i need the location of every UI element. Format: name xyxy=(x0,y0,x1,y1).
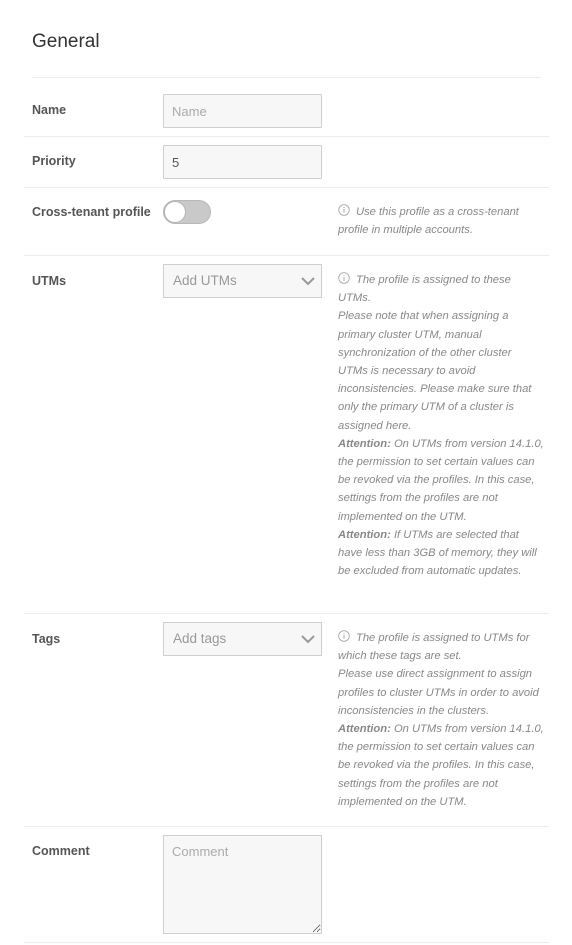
utms-attention-label-2: Attention: xyxy=(338,528,391,541)
name-row xyxy=(24,78,549,137)
name-input[interactable] xyxy=(163,94,322,128)
utms-label: UTMs xyxy=(32,274,67,288)
tags-label: Tags xyxy=(32,632,61,646)
tags-select-placeholder: Add tags xyxy=(173,631,227,646)
section-title: General xyxy=(32,31,100,52)
tags-row xyxy=(24,614,549,827)
comment-row xyxy=(24,827,549,943)
tags-help-intro: The profile is assigned to UTMs for which these tags are set. xyxy=(338,632,530,663)
utms-attention-text-1: On UTMs from version 14.1.0, the permission to set certain values can be revoked via the profiles. In this case, settings from the profiles are not implemented on the UTM. xyxy=(338,437,544,523)
priority-input[interactable] xyxy=(163,145,322,179)
cross-tenant-label: Cross-tenant profile xyxy=(32,205,151,219)
toggle-knob xyxy=(164,201,186,223)
chevron-down-icon xyxy=(301,274,315,288)
comment-textarea[interactable] xyxy=(163,835,322,934)
utms-help xyxy=(338,271,544,580)
chevron-down-icon xyxy=(301,632,315,646)
utms-select[interactable] xyxy=(163,264,322,298)
utms-attention-text-2: If UTMs are selected that have less than 3GB of memory, they will be excluded from automatic updates. xyxy=(338,528,537,578)
priority-row xyxy=(24,137,549,188)
utms-attention-label-1: Attention: xyxy=(338,437,391,450)
cross-tenant-toggle[interactable] xyxy=(163,200,211,224)
cross-tenant-row xyxy=(24,188,549,256)
info-circle-icon xyxy=(338,204,350,216)
tags-help xyxy=(338,629,544,811)
tags-attention-text: On UTMs from version 14.1.0, the permission to set certain values can be revoked via the profiles. In this case, settings from the profiles are not implemented on the UTM. xyxy=(338,723,544,808)
comment-label: Comment xyxy=(32,844,90,858)
info-circle-icon xyxy=(338,272,350,284)
utms-help-intro: The profile is assigned to these UTMs. xyxy=(338,274,511,305)
utms-row xyxy=(24,256,549,614)
cross-tenant-help-text: Use this profile as a cross-tenant profile in multiple accounts. xyxy=(338,206,519,237)
utms-select-placeholder: Add UTMs xyxy=(173,273,237,288)
tags-help-note: Please use direct assignment to assign profiles to cluster UTMs in order to avoid inconsistencies in the clusters. xyxy=(338,668,539,717)
cross-tenant-help xyxy=(338,203,544,239)
tags-attention-label: Attention: xyxy=(338,723,391,736)
info-circle-icon xyxy=(338,630,350,642)
name-label: Name xyxy=(32,103,67,117)
utms-help-note: Please note that when assigning a primary cluster UTM, manual synchronization of the other cluster UTMs is necessary to avoid inconsistencies. Please make sure that only the primary UTM of a cluster is assigned here. xyxy=(338,310,532,432)
tags-select[interactable] xyxy=(163,622,322,656)
priority-label: Priority xyxy=(32,154,76,168)
